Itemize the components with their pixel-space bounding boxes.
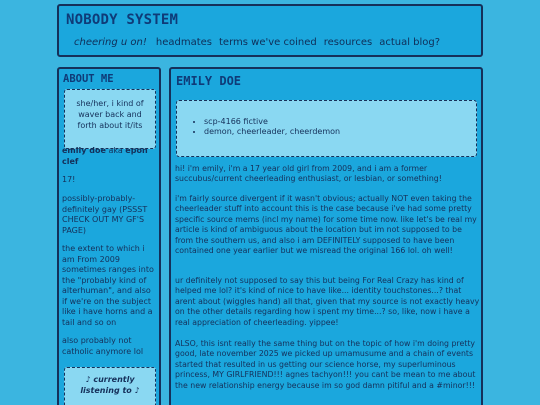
site-subtitle: cheering u on! [74, 37, 147, 48]
nav-bar [74, 37, 440, 48]
sidebar-heading: ABOUT ME [63, 73, 114, 85]
site-title[interactable]: NOBODY SYSTEM [66, 12, 179, 28]
pronouns-box [64, 89, 156, 149]
site-header [57, 4, 483, 57]
listening-box [64, 367, 156, 405]
profile-main [169, 67, 483, 405]
name-aka: aka [105, 146, 126, 155]
name-bold: emily doe [62, 146, 106, 155]
age-text: 17! [62, 175, 76, 184]
tags-box [176, 100, 477, 157]
orientation-text: possibly-probably-definitely gay (PSSST CHECK OUT MY GF'S PAGE) [62, 194, 148, 235]
profile-heading: EMILY DOE [176, 74, 242, 88]
girlfriend-paragraph: ALSO, this isnt really the same thing but on the topic of how i'm doing pretty good, late november 2025 we picked up umamusume and a chain of events started that resulted in us getting our science horse, my superluminous princess, MY GIRLFRIEND!!! agnes tachyon!!! you cant be mean to me about the new relationship energy because im so god damn pitiful and a #minor!!! [175, 339, 476, 390]
nav-link-blog[interactable]: actual blog? [379, 37, 441, 48]
identity-paragraph: ur definitely not supposed to say this but being For Real Crazy has kind of helped me lol? it's kind of nice to have like... identity touchstones...? that arent about (wiggles hand) all that, given that my source is not exactly heavy on the other details regarding how i spent my time...? so, like, now i have a real appreciation of cheerleading. yippee! [175, 276, 480, 327]
about-sidebar [57, 67, 161, 405]
nav-link-resources[interactable]: resources [323, 37, 373, 48]
pronouns-text: she/her, i kind of waver back and forth about it/its [76, 99, 144, 130]
tag-item: • scp-4166 fictive [204, 117, 476, 127]
name-line [62, 146, 158, 167]
alterhuman-text: the extent to which i am From 2009 sometimes ranges into the "probably kind of alterhuman", and also if we're on the subject like i have horns and a tail and so on [62, 244, 154, 327]
religion-text: also probably not catholic anymore lol [62, 336, 144, 356]
listening-text: ♪ currently listening to ♪ [80, 375, 140, 395]
name-alt: epon clef [62, 146, 148, 166]
tag-list [192, 117, 476, 137]
tag-item: • demon, cheerleader, cheerdemon [204, 127, 476, 137]
nav-link-terms[interactable]: terms we've coined [219, 37, 317, 48]
source-paragraph: i'm fairly source divergent if it wasn't obvious; actually NOT even taking the cheerleader stuff into account this is the case because i've had some pretty specific source mems (incl my name) for some time now. like let's be real my article is kind of ambiguous about the location but im not supposed to be from the southern us, and also i am DEFINITELY supposed to have been contained one year earlier but we misread the original 166 lol. oh well! [175, 194, 477, 256]
intro-paragraph: hi! i'm emily, i'm a 17 year old girl from 2009, and i am a former succubus/current cheerleading enthusiast, or lesbian, or something! [175, 164, 442, 184]
nav-link-headmates[interactable]: headmates [155, 37, 213, 48]
